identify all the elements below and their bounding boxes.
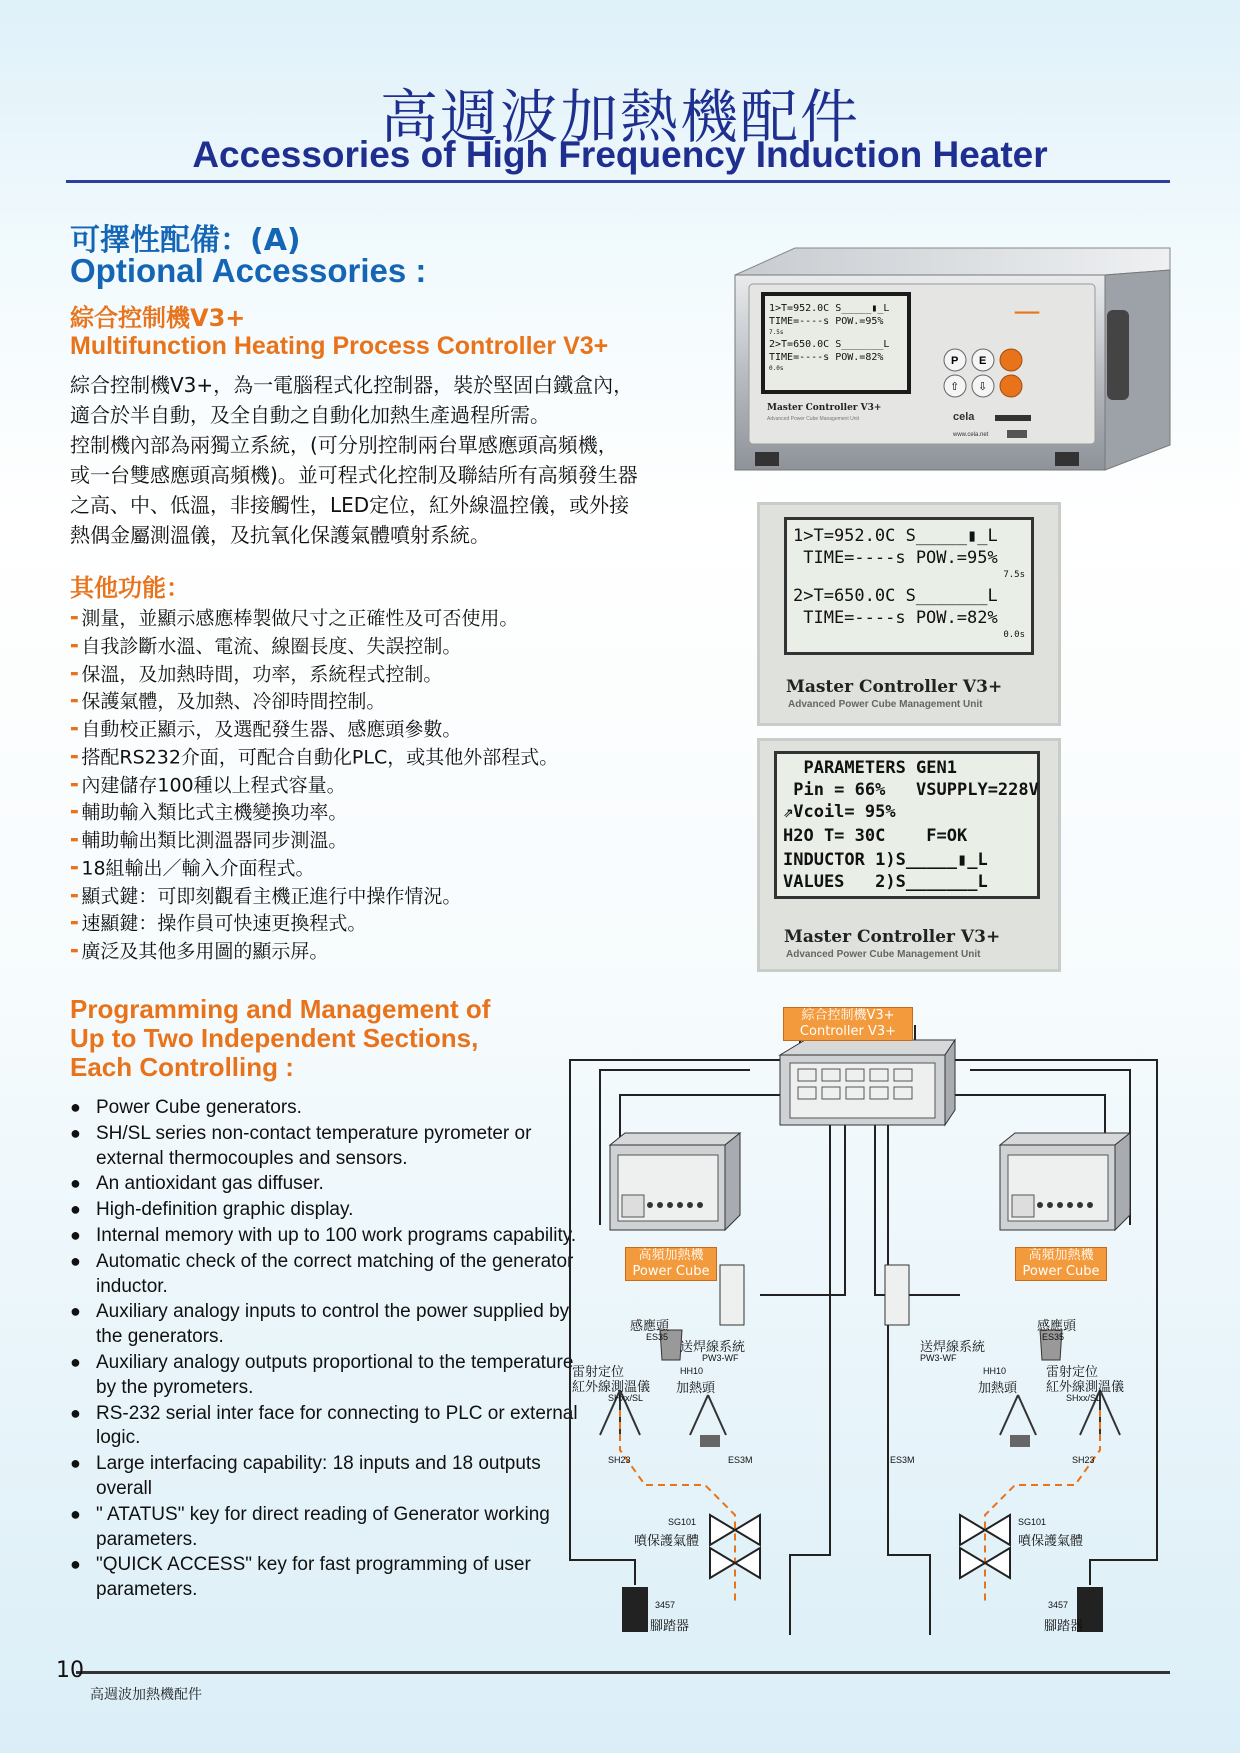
lcd-screen [784,517,1034,655]
list-item: ▬ 保護氣體，及加熱、冷卻時間控制。 [70,688,710,716]
induction-head-label-left: 感應頭 [630,1319,670,1334]
list-item: ● Power Cube generators. [70,1095,590,1121]
key-p: P [951,355,959,367]
heater-code-right: HH10 [983,1366,1007,1376]
model-subtitle: Advanced Power Cube Management Unit [786,949,981,960]
controller-label-en: Controller V3+ [799,1024,897,1039]
device-lcd-line: 0.0s [769,365,784,372]
lcd-closeup-main [757,502,1061,726]
lcd-line: INDUCTOR 1)S_____▮_L [783,850,988,870]
device-lcd-line: 2>T=650.0C S_______L [769,339,890,350]
wire-feeder-label-left: 送焊線系統 [680,1340,746,1355]
system-diagram [560,995,1170,1635]
list-item: ● Large interfacing capability: 18 inputs and 18 outputs overall [70,1451,590,1502]
other-functions-title: 其他功能： [70,574,190,602]
description-line: 或一台雙感應頭高頻機)。並可程式化控制及聯結所有高頻發生器 [70,463,638,487]
list-item: ▬ 自動校正顯示，及選配發生器、感應頭參數。 [70,716,710,744]
lcd-line: Pin = 66% VSUPPLY=228V [783,780,1039,800]
pedal-code-right: 3457 [1048,1600,1069,1610]
list-item: ▬ 內建儲存100種以上程式容量。 [70,772,710,800]
key-down: ⇩ [978,380,988,393]
list-item: ● Automatic check of the correct matching of the generator inductor. [70,1249,590,1300]
stand-label-left: SH23 [608,1455,631,1465]
power-cube-cn: 高頻加熱機 [638,1248,704,1263]
lcd-line: TIME=----s POW.=82% [793,608,998,628]
list-item: ● High-definition graphic display. [70,1197,590,1223]
es3m-label-right: ES3M [890,1455,915,1465]
page-number: 10 [56,1658,84,1683]
model-label: Master Controller V3+ [784,927,1001,947]
wire-feeder-code-left: PW3-WF [702,1353,739,1363]
pyrometer-code-right: SHxx/SL [1066,1393,1102,1403]
controller-label [783,1007,913,1041]
description-line: 適合於半自動，及全自動之自動化加熱生產過程所需。 [70,403,550,427]
controller-graphic [780,1040,955,1125]
induction-head-label-right: 感應頭 [1037,1319,1077,1334]
pedal-label-right: 腳踏器 [1044,1619,1084,1634]
list-item: ● SH/SL series non-contact temperature pyrometer or external thermocouples and sensors. [70,1121,590,1172]
pedal-code-left: 3457 [655,1600,676,1610]
key-e: E [979,355,987,367]
stand-label-right: SH23 [1072,1455,1095,1465]
description-line: 之高、中、低溫，非接觸性，LED定位，紅外線溫控儀，或外接 [70,493,630,517]
pyrometer-label-left: 紅外線測溫儀 [572,1380,651,1395]
pyrometer-code-left: SHxx/SL [608,1393,644,1403]
list-item: ● Auxiliary analogy outputs proportional to the temperature by the pyrometers. [70,1350,590,1401]
section-title-cn: 可擇性配備：(A) [70,223,301,258]
gas-code-right: SG101 [1018,1517,1047,1527]
product-title-en: Multifunction Heating Process Controller V3+ [70,332,609,360]
power-cube-cn: 高頻加熱機 [1028,1248,1094,1263]
induction-head-code-right: ES35 [1042,1332,1065,1342]
list-item: ▬ 輔助輸出類比測溫器同步測溫。 [70,827,710,855]
heater-label-right: 加熱頭 [978,1381,1018,1396]
page-title-cn: 高週波加熱機配件 [379,83,860,151]
list-item: ● Internal memory with up to 100 work programs capability. [70,1223,590,1249]
list-item: ▬ 輔助輸入類比式主機變換功率。 [70,799,710,827]
wire-feeder-label-right: 送焊線系統 [920,1340,986,1355]
power-cube-right-graphic [1000,1133,1130,1230]
list-item: ▬ 搭配RS232介面，可配合自動化PLC，或其他外部程式。 [70,744,710,772]
list-item: ▬ 18組輸出／輸入介面程式。 [70,855,710,883]
list-item: ▬ 測量，並顯示感應棒製做尺寸之正確性及可否使用。 [70,605,710,633]
device-model-subtitle: Advanced Power Cube Management Unit [767,416,859,422]
programming-title [70,995,590,1082]
controller-device-image [725,240,1175,480]
lcd-screen [774,751,1040,899]
lcd-line: 7.5s [1003,570,1025,580]
laser-label-right: 雷射定位 [1046,1365,1099,1380]
programming-title-line: Each Controlling : [70,1052,294,1082]
power-cube-en: Power Cube [1022,1264,1100,1279]
model-label: Master Controller V3+ [786,677,1003,697]
controller-box-graphic [725,240,1175,480]
list-item: ● RS-232 serial inter face for connecting to PLC or external logic. [70,1401,590,1452]
device-model-label: Master Controller V3+ [767,403,882,413]
list-item: ▬ 保溫，及加熱時間，功率，系統程式控制。 [70,661,710,689]
es3m-label-left: ES3M [728,1455,753,1465]
page-title-en: Accessories of High Frequency Induction Heater [192,134,1048,175]
controller-label-cn: 綜合控制機V3+ [801,1008,895,1023]
wire-feeder-code-right: PW3-WF [920,1353,957,1363]
gas-label-right: 噴保護氣體 [1018,1534,1084,1549]
lcd-line: 0.0s [1003,630,1025,640]
gas-label-left: 噴保護氣體 [634,1534,700,1549]
programming-title-line: Up to Two Independent Sections, [70,1023,479,1053]
list-item: ▬ 顯式鍵：可即刻觀看主機正進行中操作情況。 [70,883,710,911]
footer-divider [76,1671,1170,1674]
heater-label-left: 加熱頭 [676,1381,716,1396]
list-item: ▬ 速顯鍵：操作員可快速更換程式。 [70,910,710,938]
list-item: ● " ATATUS" key for direct reading of Generator working parameters. [70,1502,590,1553]
laser-label-left: 雷射定位 [572,1365,625,1380]
power-cube-left-label [625,1247,717,1281]
lcd-line: PARAMETERS GEN1 [783,758,957,778]
svg-text:━━━━: ━━━━ [1015,308,1040,319]
device-lcd-line: TIME=----s POW.=82% [769,352,884,363]
lcd-closeup-parameters [757,738,1061,972]
description-line: 綜合控制機V3+，為一電腦程式化控制器，裝於堅固白鐵盒內， [70,373,634,397]
induction-head-code-left: ES35 [646,1332,669,1342]
brand-logo: cela [953,411,975,423]
product-description [70,370,710,550]
list-item: ● An antioxidant gas diffuser. [70,1171,590,1197]
power-cube-right-label [1015,1247,1107,1281]
power-cube-left-graphic [610,1133,740,1230]
lcd-line: 2>T=650.0C S_______L [793,586,998,606]
lcd-line: ⇗Vcoil= 95% [783,802,896,822]
model-subtitle: Advanced Power Cube Management Unit [788,699,983,710]
programming-title-line: Programming and Management of [70,994,491,1024]
product-title-cn: 綜合控制機V3+ [70,304,246,332]
heater-code-left: HH10 [680,1366,704,1376]
lcd-line: VALUES 2)S_______L [783,872,988,892]
title-divider [66,180,1170,183]
brand-website: www.cela.net [953,432,989,438]
description-line: 控制機內部為兩獨立系統，(可分別控制兩台單感應頭高頻機， [70,433,618,457]
key-up: ⇧ [950,380,960,393]
footer-text: 高週波加熱機配件 [90,1687,202,1703]
device-lcd-line: TIME=----s POW.=95% [769,316,884,327]
device-lcd-line: 1>T=952.0C S_____▮_L [769,303,890,314]
device-lcd-line: 7.5s [769,329,784,336]
feature-list-cn [70,605,710,966]
list-item: ● Auxiliary analogy inputs to control the power supplied by the generators. [70,1299,590,1350]
programming-list [70,1095,590,1603]
lcd-line: TIME=----s POW.=95% [793,548,998,568]
pyrometer-label-right: 紅外線測溫儀 [1046,1380,1125,1395]
section-title-en: Optional Accessories : [70,252,427,289]
power-cube-en: Power Cube [632,1264,710,1279]
gas-code-left: SG101 [668,1517,697,1527]
lcd-line: H2O T= 30C F=OK [783,826,968,846]
list-item: ▬ 廣泛及其他多用圖的顯示屏。 [70,938,710,966]
list-item: ▬ 自我診斷水溫、電流、線圈長度、失誤控制。 [70,633,710,661]
list-item: ● "QUICK ACCESS" key for fast programming of user parameters. [70,1552,590,1603]
pedal-label-left: 腳踏器 [650,1619,690,1634]
description-line: 熱偶金屬測溫儀，及抗氧化保護氣體噴射系統。 [70,523,490,547]
lcd-line: 1>T=952.0C S_____▮_L [793,526,998,546]
